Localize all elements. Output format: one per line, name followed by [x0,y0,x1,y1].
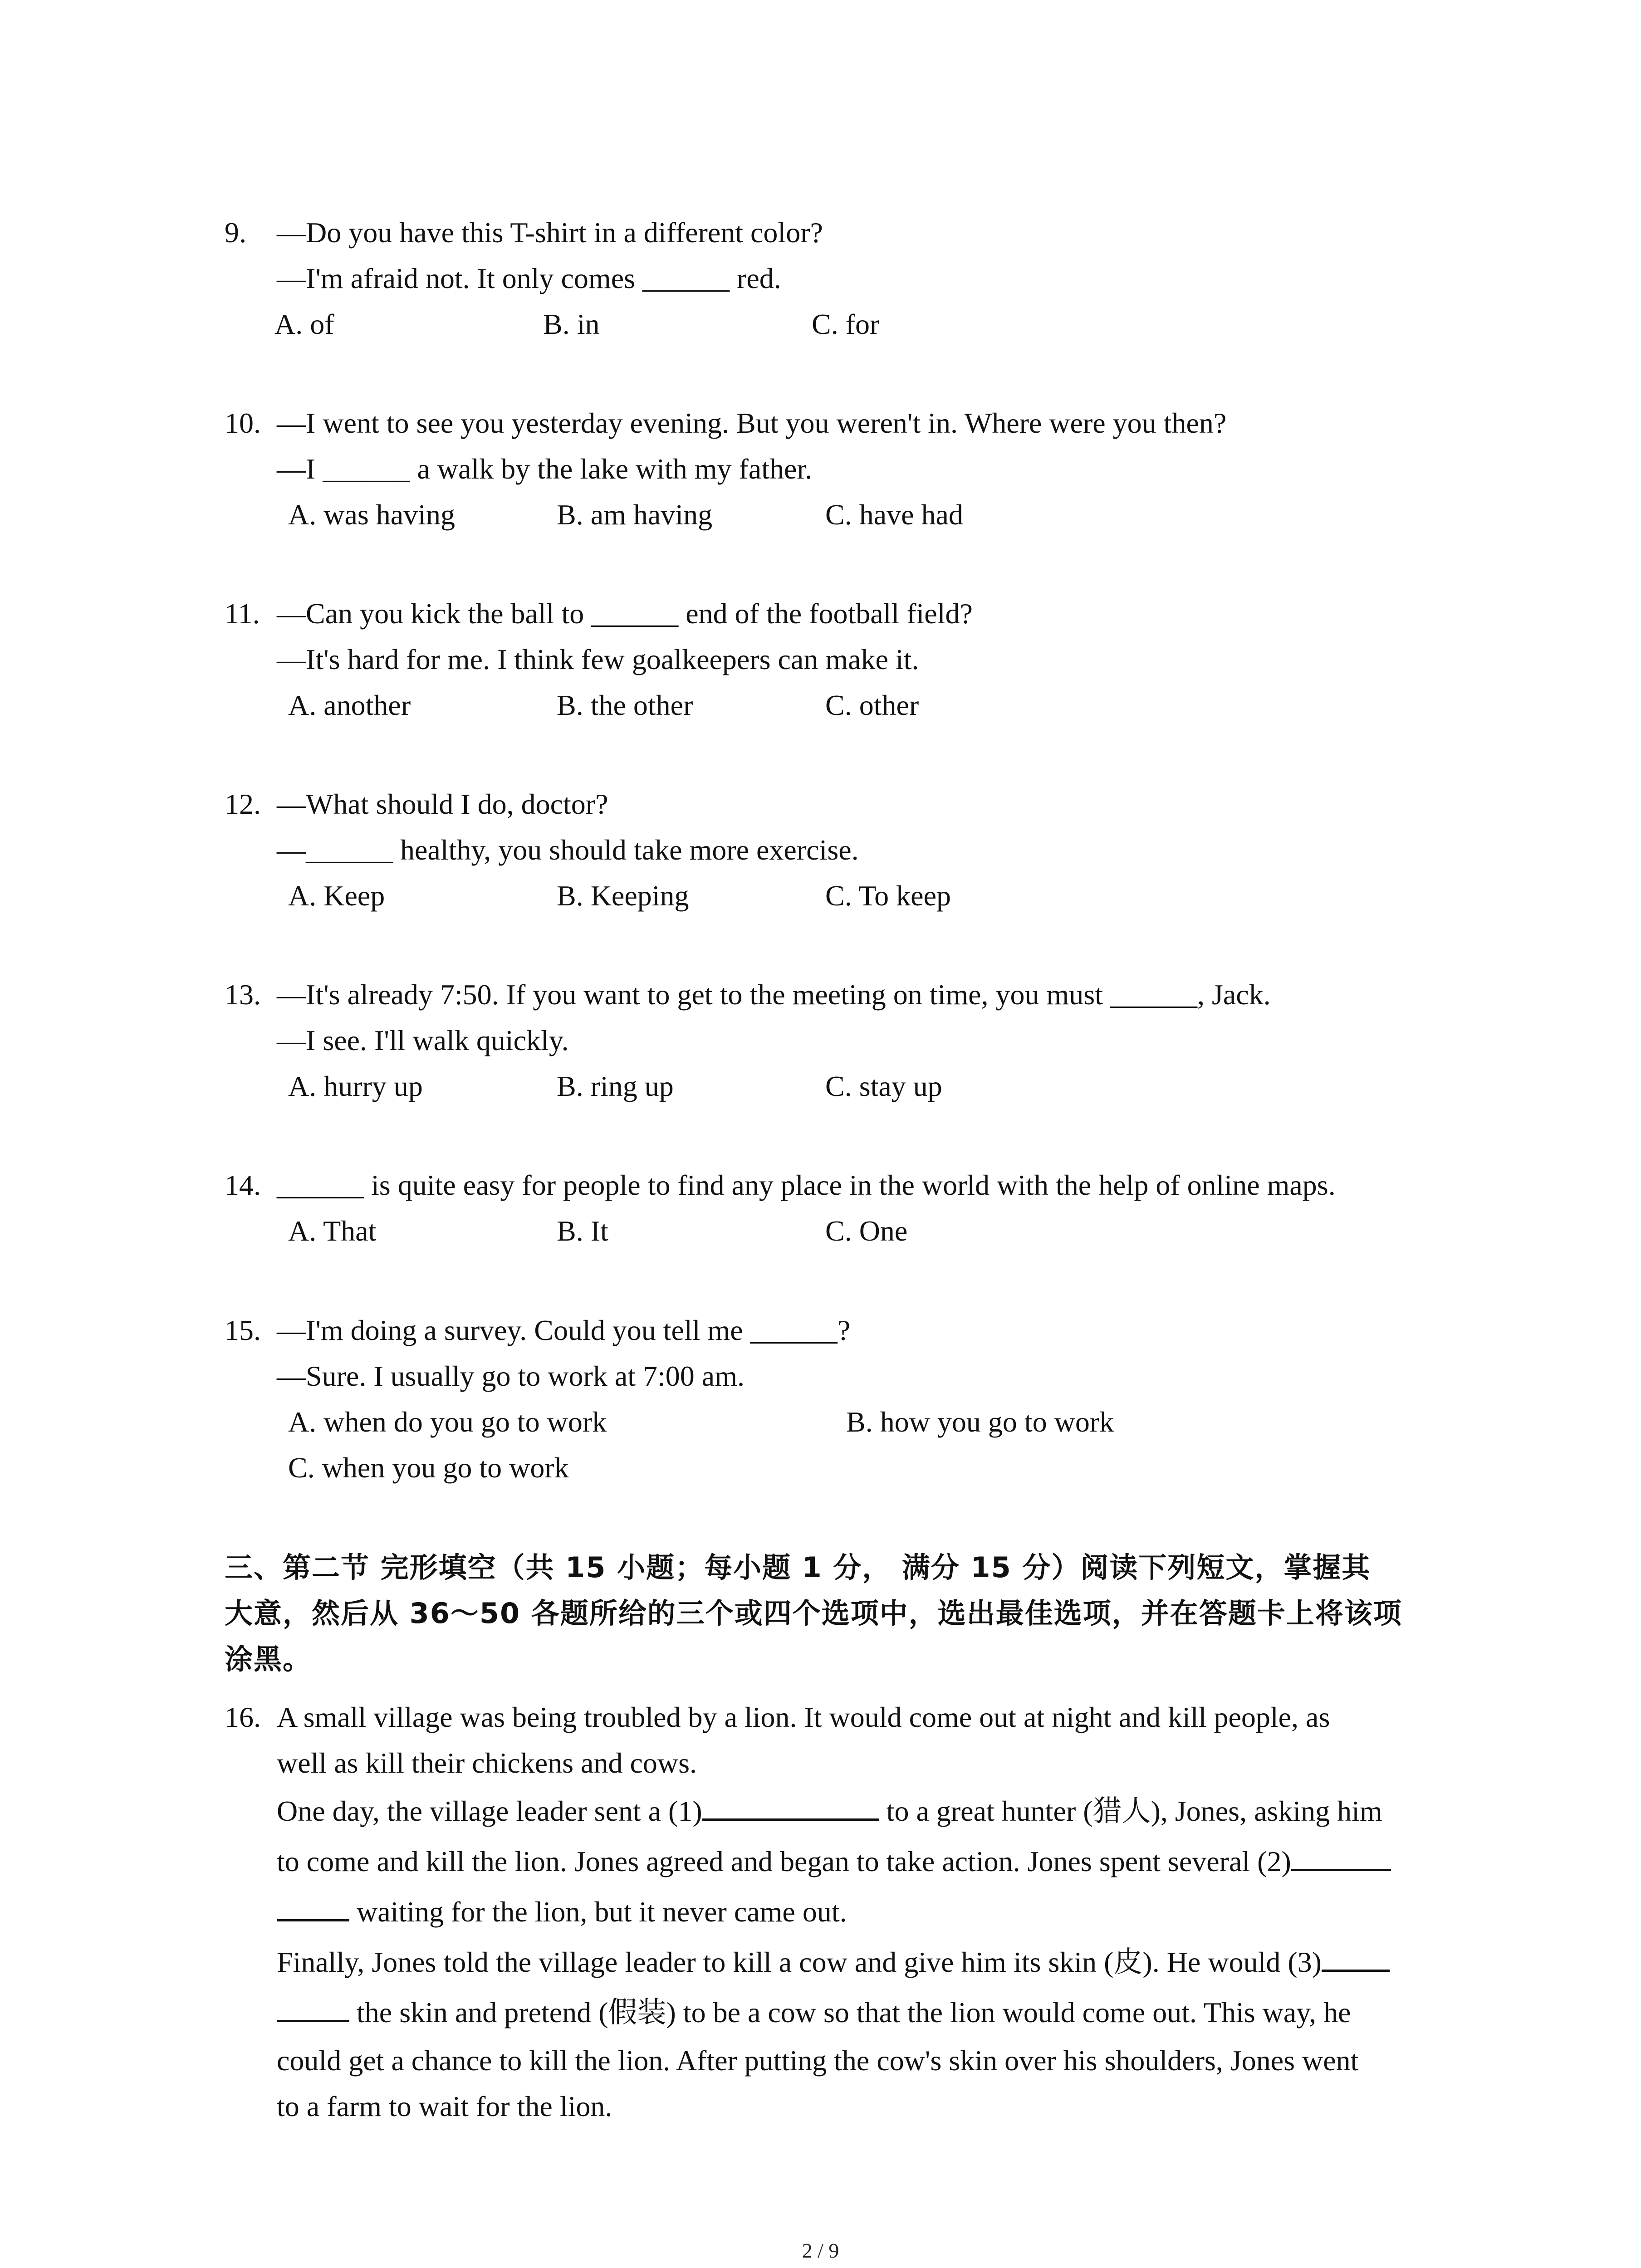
question-line: —I went to see you yesterday evening. But you weren't in. Where were you then? [277,407,1227,439]
option-a[interactable]: A. was having [288,499,455,531]
passage-text: One day, the village leader sent a (1) [277,1795,702,1827]
options-row [225,492,1459,538]
question-line: —Do you have this T-shirt in a different color? [277,216,823,249]
passage-text: waiting for the lion, but it never came out. [349,1896,847,1928]
options-row [225,873,1459,919]
option-a[interactable]: A. hurry up [288,1070,423,1102]
passage-text: to a great hunter (猎人), Jones, asking him [879,1795,1382,1827]
question-line: —It's already 7:50. If you want to get to the meeting on time, you must ______, Jack. [277,978,1271,1011]
passage-line [225,1937,1463,1987]
question-line: —I'm afraid not. It only comes ______ red. [277,262,781,294]
question-10 [225,400,1459,538]
passage-line: could get a chance to kill the lion. After putting the cow's skin over his shoulders, Jones went [277,2044,1359,2077]
options-row [225,682,1459,728]
passage-line [225,1987,1463,2038]
question-14 [225,1162,1459,1254]
passage-line [225,1887,1463,1937]
section-heading-line: 大意，然后从 36～50 各题所给的三个或四个选项中，选出最佳选项，并在答题卡上将该项 [225,1597,1402,1630]
passage-line [225,1836,1463,1887]
option-b[interactable]: B. in [543,308,600,340]
option-a[interactable]: A. of [274,308,334,340]
option-b[interactable]: B. Keeping [557,880,689,912]
page-number: 2 / 9 [802,2239,839,2262]
question-number: 16. [225,1701,261,1733]
blank-2-continued[interactable] [277,1896,349,1921]
question-line: —I see. I'll walk quickly. [277,1024,569,1056]
option-c[interactable]: C. To keep [825,880,951,912]
options-row [225,1208,1459,1254]
section-heading-line: 三、第二节 完形填空（共 15 小题；每小题 1 分， 满分 15 分）阅读下列短文，掌握其 [225,1551,1371,1584]
question-line: —______ healthy, you should take more exercise. [277,834,859,866]
passage-text: the skin and pretend (假装) to be a cow so that the lion would come out. This way, he [349,1996,1351,2028]
options-row [225,1445,1459,1491]
passage-line: to a farm to wait for the lion. [277,2090,612,2122]
option-b[interactable]: B. am having [557,499,713,531]
question-line: —I'm doing a survey. Could you tell me ______? [277,1314,851,1346]
option-b[interactable]: B. the other [557,689,693,721]
option-a[interactable]: A. another [288,689,411,721]
question-number: 14. [225,1169,261,1201]
option-b[interactable]: B. how you go to work [846,1406,1114,1438]
question-9 [225,210,1459,347]
blank-3-continued[interactable] [277,1996,349,2022]
options-row [225,1399,1459,1445]
blank-2[interactable] [1291,1845,1391,1871]
passage-line: A small village was being troubled by a lion. It would come out at night and kill people, as [277,1701,1330,1733]
question-number: 9. [225,216,246,249]
option-b[interactable]: B. It [557,1215,608,1247]
option-a[interactable]: A. when do you go to work [288,1406,607,1438]
question-line: —Can you kick the ball to ______ end of the football field? [277,597,973,630]
question-line: —It's hard for me. I think few goalkeepers can make it. [277,643,919,675]
question-15 [225,1307,1459,1491]
question-number: 10. [225,407,261,439]
option-c[interactable]: C. have had [825,499,963,531]
option-b[interactable]: B. ring up [557,1070,674,1102]
option-c[interactable]: C. when you go to work [288,1452,569,1484]
question-12 [225,781,1459,919]
option-c[interactable]: C. One [825,1215,908,1247]
question-number: 13. [225,978,261,1011]
option-c[interactable]: C. stay up [825,1070,942,1102]
question-number: 15. [225,1314,261,1346]
question-line: ______ is quite easy for people to find any place in the world with the help of online maps. [277,1169,1336,1201]
cloze-passage [225,1694,1463,2129]
question-13 [225,972,1459,1109]
options-row [225,301,1459,347]
question-line: —Sure. I usually go to work at 7:00 am. [277,1360,745,1392]
question-number: 12. [225,788,261,820]
passage-text: to come and kill the lion. Jones agreed and began to take action. Jones spent several (2) [277,1845,1291,1877]
section-heading-line: 涂黑。 [225,1642,312,1676]
question-11 [225,591,1459,728]
options-row [225,1063,1459,1109]
passage-line: well as kill their chickens and cows. [277,1747,697,1779]
passage-line [225,1786,1463,1836]
option-a[interactable]: A. Keep [288,880,385,912]
blank-3[interactable] [1322,1946,1390,1972]
question-number: 11. [225,597,260,630]
option-c[interactable]: C. for [812,308,880,340]
option-c[interactable]: C. other [825,689,919,721]
section-heading [225,1545,1450,1682]
question-line: —I ______ a walk by the lake with my father. [277,453,813,485]
passage-text: Finally, Jones told the village leader to kill a cow and give him its skin (皮). He would (3) [277,1946,1322,1978]
option-a[interactable]: A. That [288,1215,377,1247]
blank-1[interactable] [702,1795,879,1821]
question-line: —What should I do, doctor? [277,788,608,820]
